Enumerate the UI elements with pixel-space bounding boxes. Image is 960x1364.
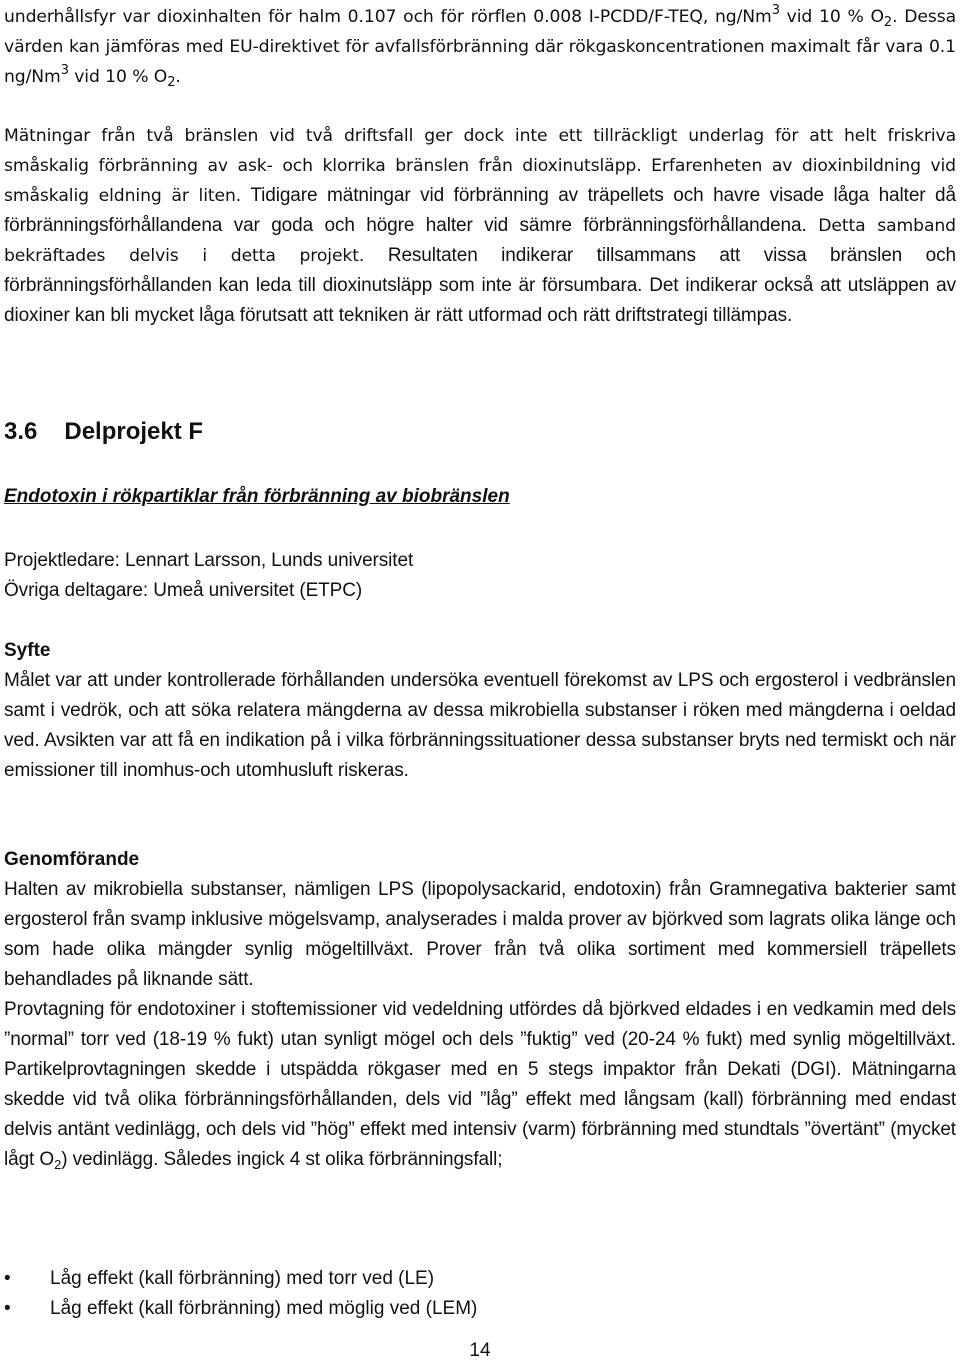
section-subtitle: Endotoxin i rökpartiklar från förbränning av biobränslen	[4, 486, 510, 507]
paragraph-measurements	[4, 121, 956, 331]
list-item-text: Låg effekt (kall förbränning) med torr ved (LE)	[50, 1268, 435, 1289]
paragraph-sampling	[4, 995, 956, 1175]
text-span: Tidigare mätningar vid förbränning av träpellets och havre visade låga halter då förbränningsförhållandena var goda och högre halter vid sämre förbränningsförhållandena.	[4, 185, 956, 236]
subscript: 2	[54, 1157, 62, 1172]
subscript: 2	[883, 15, 893, 30]
page-number: 14	[469, 1340, 491, 1361]
text-span: . Dessa värden kan jämföras med EU-direktivet för avfallsförbränning där rökgaskoncentrationen maximalt får vara 0.1 ng/Nm	[4, 7, 956, 87]
genomforande-label: Genomförande	[4, 849, 140, 870]
superscript: 3	[60, 63, 69, 78]
combustion-cases-list	[4, 1264, 956, 1324]
section-number: 3.6	[4, 418, 38, 445]
paragraph-dioxin-values	[4, 2, 956, 92]
project-leader: Projektledare: Lennart Larsson, Lunds universitet	[4, 550, 414, 571]
text-span: underhållsfyr var dioxinhalten för halm 0.107 och för rörflen 0.008 I-PCDD/F-TEQ, ng/Nm	[4, 7, 772, 27]
text-span: vid 10 % O	[68, 67, 168, 87]
section-title: Delprojekt F	[64, 418, 204, 445]
text-span: .	[175, 67, 181, 87]
superscript: 3	[771, 3, 780, 18]
bullet-icon: •	[4, 1298, 11, 1319]
list-item	[4, 1264, 956, 1294]
section-subtitle-block	[4, 486, 956, 508]
subscript: 2	[167, 75, 176, 90]
text-span: Provtagning för endotoxiner i stoftemissioner vid vedeldning utfördes då björkved eldades i en vedkamin med dels ”normal” torr ved (18-19 % fukt) utan synligt mögel och dels ”fuktig” ved (20-24 % fukt) med synlig mögeltillväxt. Partikelprovtagningen skedde i utspädda rökgaser med en 5 stegs impaktor från Dekati (DGI). Mätningarna skedde vid två olika förbränningsförhållanden, dels vid ”låg” effekt med långsam (kall) förbränning med endast delvis antänt vedinlägg, och dels vid ”hög” effekt med intensiv (varm) förbränning med stundtals ”övertänt” (mycket lågt O	[4, 999, 956, 1170]
text-span: Resultaten indikerar tillsammans att vissa bränslen och förbränningsförhållanden kan leda till dioxinutsläpp som inte är försumbara. Det indikerar också att utsläppen av dioxiner kan bli mycket låga förutsatt att tekniken är rätt utformad och rätt driftstrategi tillämpas.	[4, 245, 957, 326]
text-span: vid 10 % O	[779, 7, 884, 27]
syfte-label: Syfte	[4, 640, 51, 661]
syfte-text: Målet var att under kontrollerade förhållanden undersöka eventuell förekomst av LPS och ergosterol i vedbränslen samt i vedrök, och att söka relatera mängderna av dessa mikrobiella substanser i röken med mängderna i oeldad ved. Avsikten var att få en indikation på i vilka förbränningssituationer dessa substanser bryts ned termiskt och när emissioner till inomhus-och utomhusluft riskeras.	[4, 670, 956, 781]
bullet-icon: •	[4, 1268, 11, 1289]
list-item-text: Låg effekt (kall förbränning) med möglig ved (LEM)	[50, 1298, 478, 1319]
genomforande-text: Halten av mikrobiella substanser, nämligen LPS (lipopolysackarid, endotoxin) från Gramnegativa bakterier samt ergosterol från svamp inklusive mögelsvamp, analyserades i malda prover av björkved som lagrats olika länge och som hade olika mängder synlig mögeltillväxt. Prover från två olika sortiment med kommersiell träpellets behandlades på liknande sätt.	[4, 879, 956, 990]
list-item	[4, 1294, 956, 1324]
text-span: Detta samband bekräftades delvis i detta projekt.	[4, 216, 956, 266]
text-span: ) vedinlägg. Således ingick 4 st olika förbränningsfall;	[61, 1149, 503, 1170]
section-heading	[4, 418, 956, 446]
text-span: Mätningar från två bränslen vid två driftsfall ger dock inte ett tillräckligt underlag för att helt friskriva småskalig förbränning av ask- och klorrika bränslen från dioxinutsläpp. Erfarenheten av dioxinbildning vid småskalig eldning är liten.	[4, 126, 956, 206]
genomforande-section	[4, 845, 956, 995]
syfte-section	[4, 636, 956, 786]
project-participants: Övriga deltagare: Umeå universitet (ETPC)	[4, 580, 363, 601]
project-info	[4, 546, 956, 606]
